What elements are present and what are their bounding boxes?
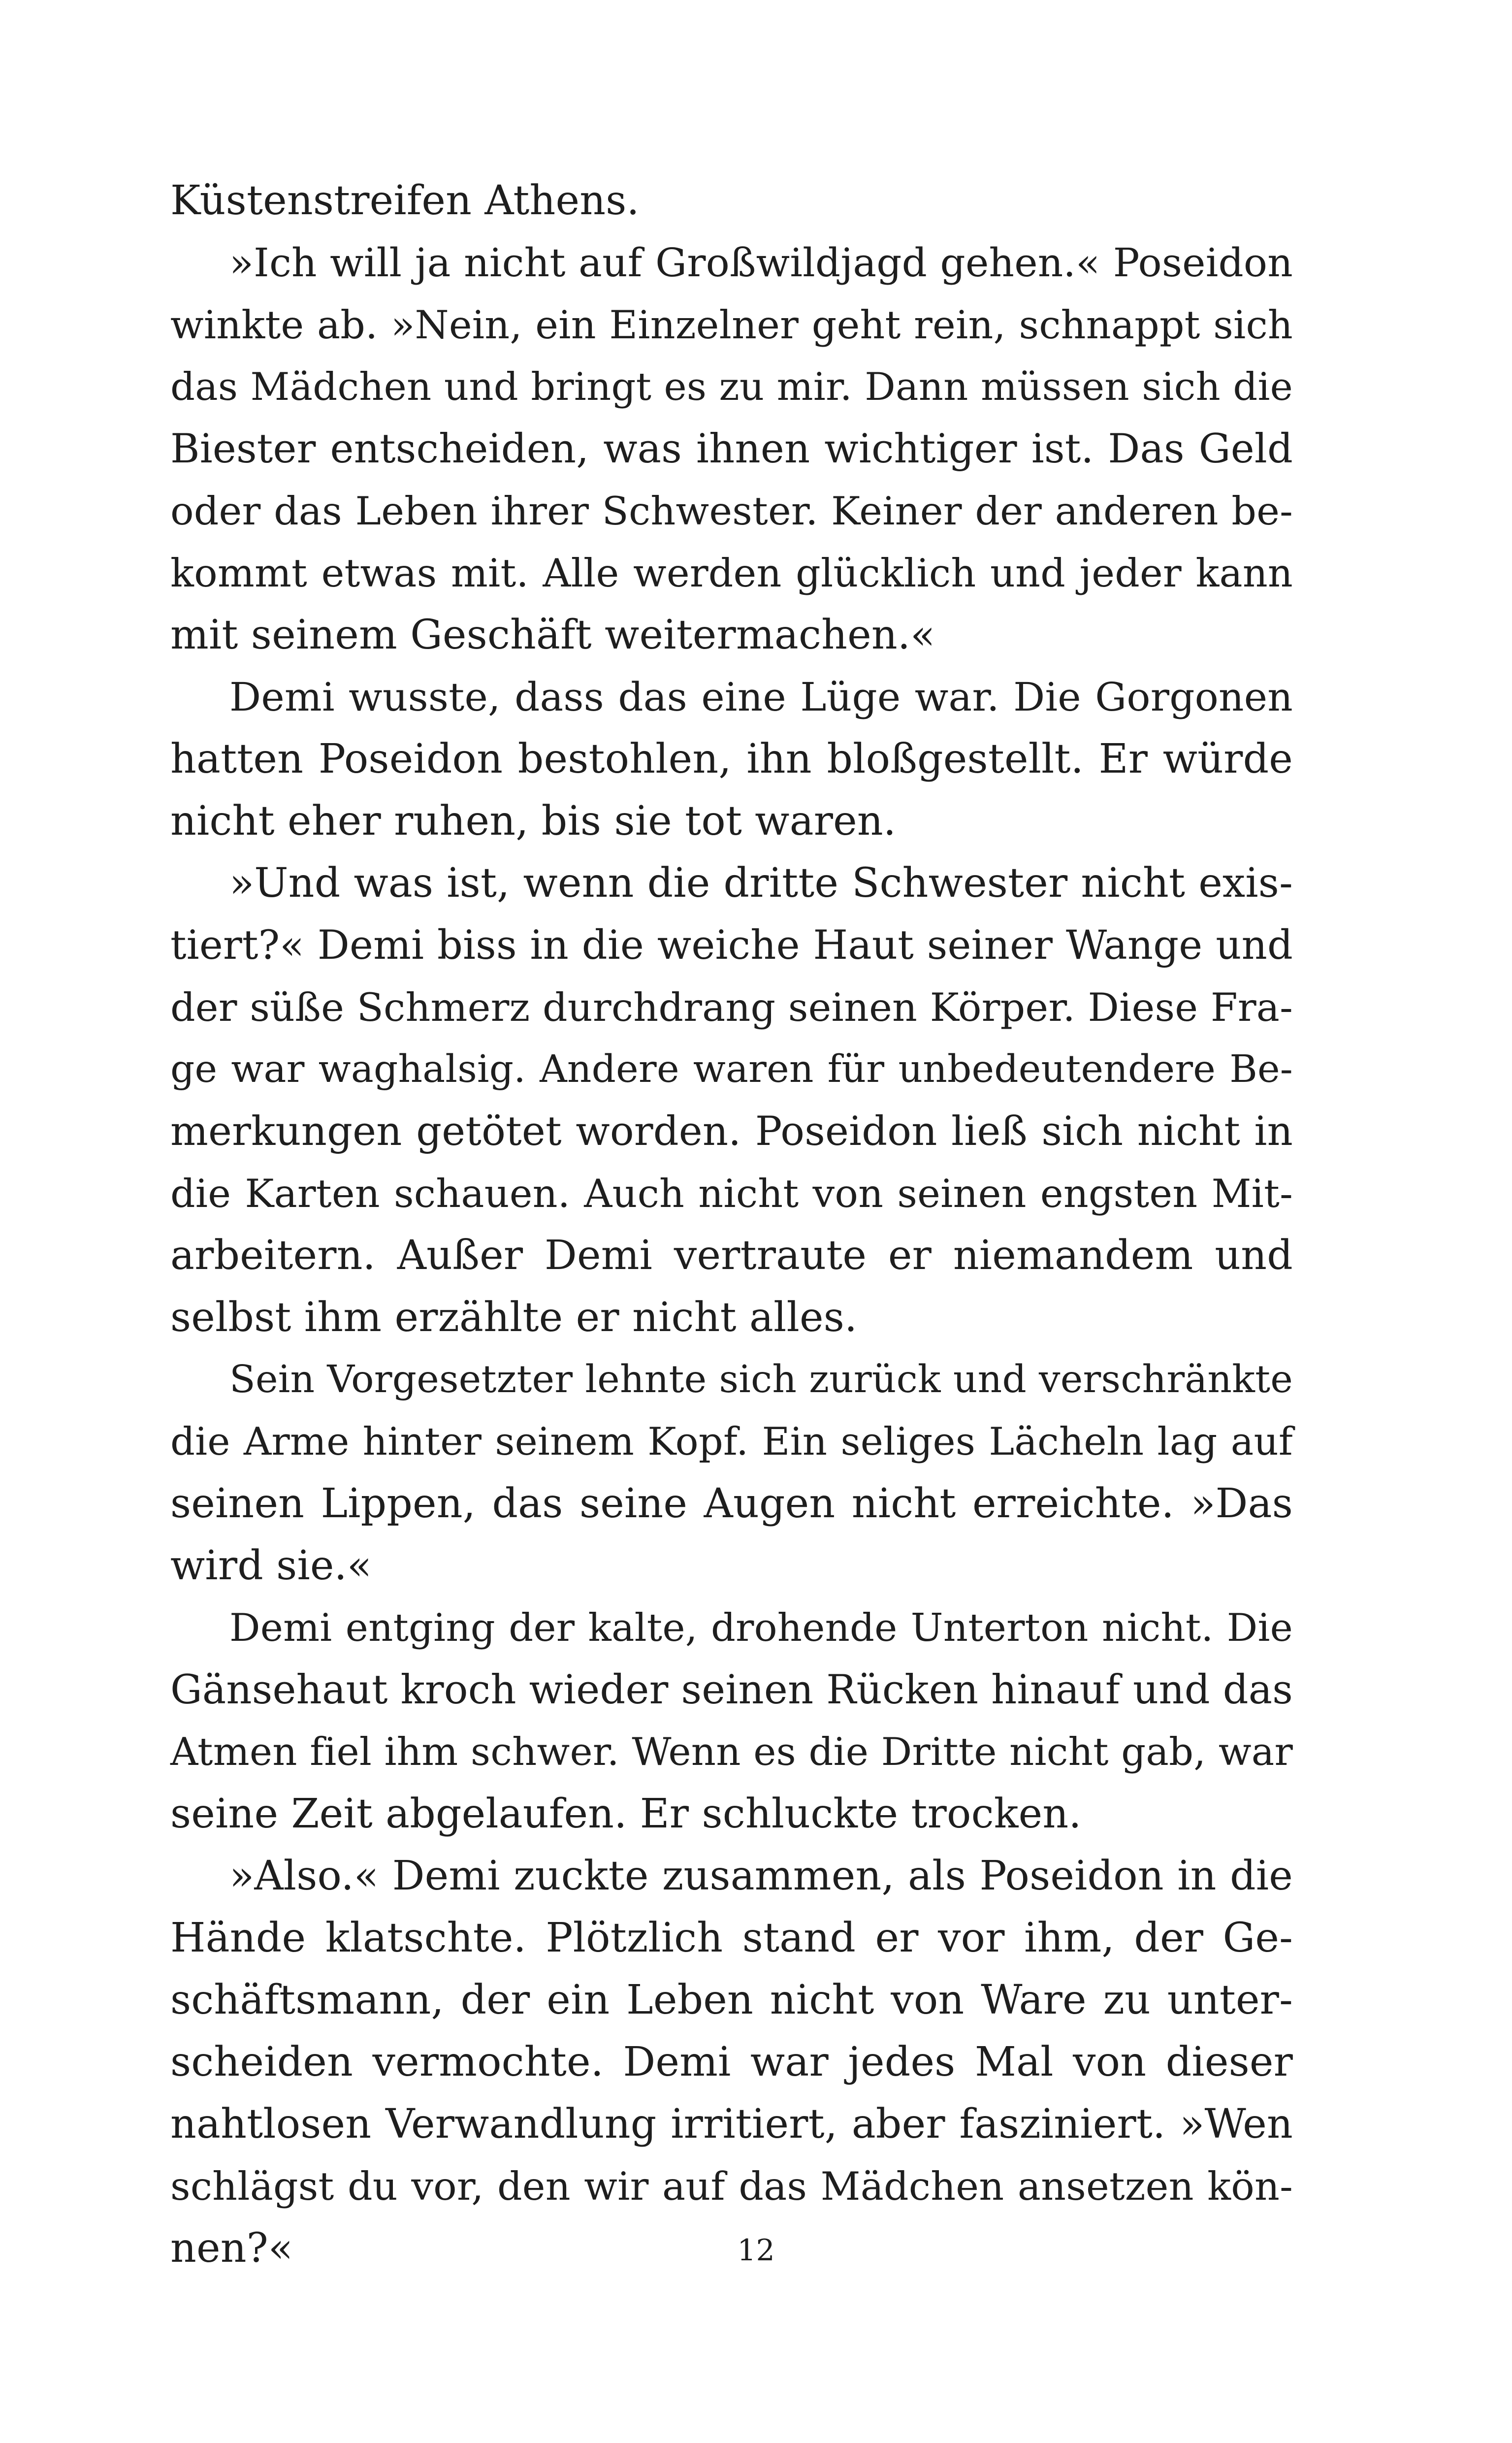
text-line: Demi wusste, dass das eine Lüge war. Die Gorgonen bbox=[229, 674, 1293, 720]
text-line: »Und was ist, wenn die dritte Schwester nicht exis- bbox=[229, 860, 1293, 907]
text-line: der süße Schmerz durchdrang seinen Körper. Diese Fra- bbox=[170, 985, 1293, 1030]
text-line: winkte ab. »Nein, ein Einzelner geht rein, schnappt sich bbox=[170, 302, 1293, 348]
text-line: ge war waghalsig. Andere waren für unbedeutendere Be- bbox=[170, 1047, 1293, 1091]
text-line: Demi entging der kalte, drohende Unterton nicht. Die bbox=[229, 1606, 1293, 1650]
text-line: Gänsehaut kroch wieder seinen Rücken hinauf und das bbox=[170, 1667, 1293, 1713]
text-line: arbeitern. Außer Demi vertraute er niemandem und bbox=[170, 1232, 1293, 1279]
text-line: seinen Lippen, das seine Augen nicht erreichte. »Das bbox=[170, 1480, 1293, 1527]
text-line: schlägst du vor, den wir auf das Mädchen ansetzen kön- bbox=[170, 2164, 1293, 2209]
text-line: hatten Poseidon bestohlen, ihn bloßgestellt. Er würde bbox=[170, 736, 1293, 782]
text-line: das Mädchen und bringt es zu mir. Dann müssen sich die bbox=[170, 365, 1293, 409]
text-line: nen?« bbox=[170, 2225, 293, 2272]
text-line: scheiden vermochte. Demi war jedes Mal von dieser bbox=[170, 2039, 1293, 2085]
text-line: Biester entscheiden, was ihnen wichtiger ist. Das Geld bbox=[170, 426, 1293, 472]
text-line: selbst ihm erzählte er nicht alles. bbox=[170, 1294, 858, 1341]
text-line: mit seinem Geschäft weitermachen.« bbox=[170, 612, 935, 658]
text-line: »Also.« Demi zuckte zusammen, als Poseidon in die bbox=[229, 1853, 1293, 1899]
text-line: oder das Leben ihrer Schwester. Keiner der anderen be- bbox=[170, 489, 1293, 534]
text-line: die Karten schauen. Auch nicht von seinen engsten Mit- bbox=[170, 1171, 1293, 1216]
text-line: Atmen fiel ihm schwer. Wenn es die Dritte nicht gab, war bbox=[170, 1730, 1293, 1774]
text-line: nicht eher ruhen, bis sie tot waren. bbox=[170, 798, 897, 845]
text-line: nahtlosen Verwandlung irritiert, aber fasziniert. »Wen bbox=[170, 2101, 1293, 2148]
text-line: Sein Vorgesetzter lehnte sich zurück und verschränkte bbox=[229, 1358, 1293, 1401]
page-number: 12 bbox=[737, 2233, 775, 2268]
text-line: wird sie.« bbox=[170, 1542, 372, 1589]
text-line: merkungen getötet worden. Poseidon ließ sich nicht in bbox=[170, 1108, 1293, 1155]
text-line: schäftsmann, der ein Leben nicht von Ware zu unter- bbox=[170, 1977, 1293, 2023]
text-line: kommt etwas mit. Alle werden glücklich und jeder kann bbox=[170, 551, 1293, 596]
text-line: die Arme hinter seinem Kopf. Ein seliges Lächeln lag auf bbox=[170, 1420, 1293, 1464]
text-line: Hände klatschte. Plötzlich stand er vor ihm, der Ge- bbox=[170, 1915, 1293, 1961]
body-text bbox=[170, 170, 1293, 2280]
text-line: seine Zeit abgelaufen. Er schluckte trocken. bbox=[170, 1791, 1082, 1837]
text-line: »Ich will ja nicht auf Großwildjagd gehen.« Poseidon bbox=[229, 240, 1293, 286]
text-line: tiert?« Demi biss in die weiche Haut seiner Wange und bbox=[170, 922, 1293, 969]
text-line: Küstenstreifen Athens. bbox=[170, 177, 640, 224]
